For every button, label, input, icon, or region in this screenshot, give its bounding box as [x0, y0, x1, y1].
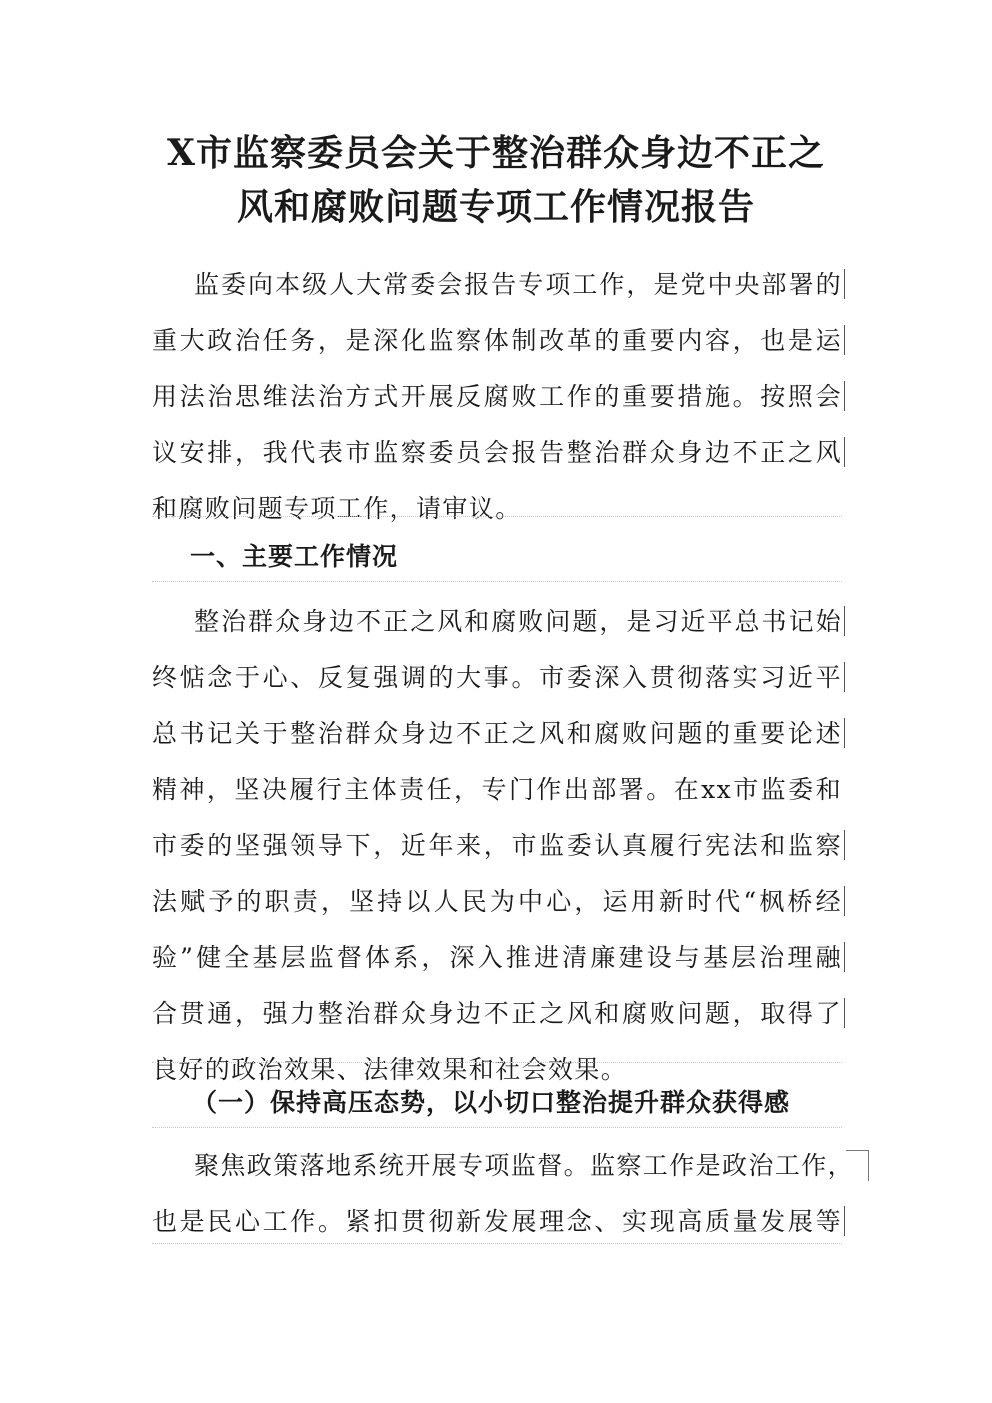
section-paragraph [152, 594, 842, 1098]
subsection-heading: （一）保持高压态势，以小切口整治提升群众获得感 [192, 1088, 791, 1117]
paragraph-boundary [152, 1243, 842, 1244]
text-cursor-mark [844, 998, 845, 1028]
paragraph-line: 总书记关于整治群众身边不正之风和腐败问题的重要论述 [152, 706, 842, 762]
paragraph-line: 合贯通，强力整治群众身边不正之风和腐败问题，取得了 [152, 986, 842, 1042]
text-cursor-mark [844, 381, 845, 411]
text-cursor-mark [844, 437, 845, 467]
paragraph-line: 精神，坚决履行主体责任，专门作出部署。在xx市监委和 [152, 775, 842, 804]
paragraph-line: 监委向本级人大常委会报告专项工作，是党中央部署的 [152, 257, 842, 313]
paragraph-boundary [152, 1127, 842, 1128]
paragraph-boundary [152, 516, 842, 517]
text-cursor-mark [844, 830, 845, 860]
paragraph-line: 终惦念于心、反复强调的大事。市委深入贯彻落实习近平 [152, 650, 842, 706]
document-title-line-2: 风和腐败问题专项工作情况报告 [236, 186, 755, 228]
text-cursor-mark [844, 718, 845, 748]
paragraph-line: 也是民心工作。紧扣贯彻新发展理念、实现高质量发展等 [152, 1194, 842, 1250]
document-title-line-1: X市监察委员会关于整治群众身边不正之 [167, 132, 825, 174]
paragraph-line: 法赋予的职责，坚持以人民为中心，运用新时代“枫桥经 [152, 874, 842, 930]
text-cursor-mark [844, 606, 845, 636]
text-cursor-mark [844, 1206, 845, 1236]
margin-corner-mark [846, 1150, 869, 1181]
text-cursor-mark [844, 325, 845, 355]
text-cursor-mark [844, 886, 845, 916]
text-cursor-mark [844, 269, 845, 299]
paragraph-line: 良好的政治效果、法律效果和社会效果。 [152, 1055, 628, 1084]
paragraph-line: 用法治思维法治方式开展反腐败工作的重要措施。按照会 [152, 369, 842, 425]
paragraph-line: 聚焦政策落地系统开展专项监督。监察工作是政治工作， [194, 1151, 855, 1180]
paragraph-line: 重大政治任务，是深化监察体制改革的重要内容，也是运 [152, 313, 842, 369]
text-cursor-mark [844, 662, 845, 692]
paragraph-line: 整治群众身边不正之风和腐败问题，是习近平总书记始 [152, 594, 842, 650]
paragraph-boundary [152, 581, 842, 582]
text-cursor-mark [844, 942, 845, 972]
paragraph-line: 和腐败问题专项工作，请审议。 [152, 494, 522, 523]
paragraph-boundary [152, 1062, 842, 1063]
paragraph-line: 议安排，我代表市监察委员会报告整治群众身边不正之风 [152, 425, 842, 481]
paragraph-line: 验”健全基层监督体系，深入推进清廉建设与基层治理融 [152, 930, 842, 986]
intro-paragraph [152, 257, 842, 537]
section-heading: 一、主要工作情况 [190, 542, 399, 571]
paragraph-line: 市委的坚强领导下，近年来，市监委认真履行宪法和监察 [152, 818, 842, 874]
subsection-paragraph [152, 1138, 855, 1250]
